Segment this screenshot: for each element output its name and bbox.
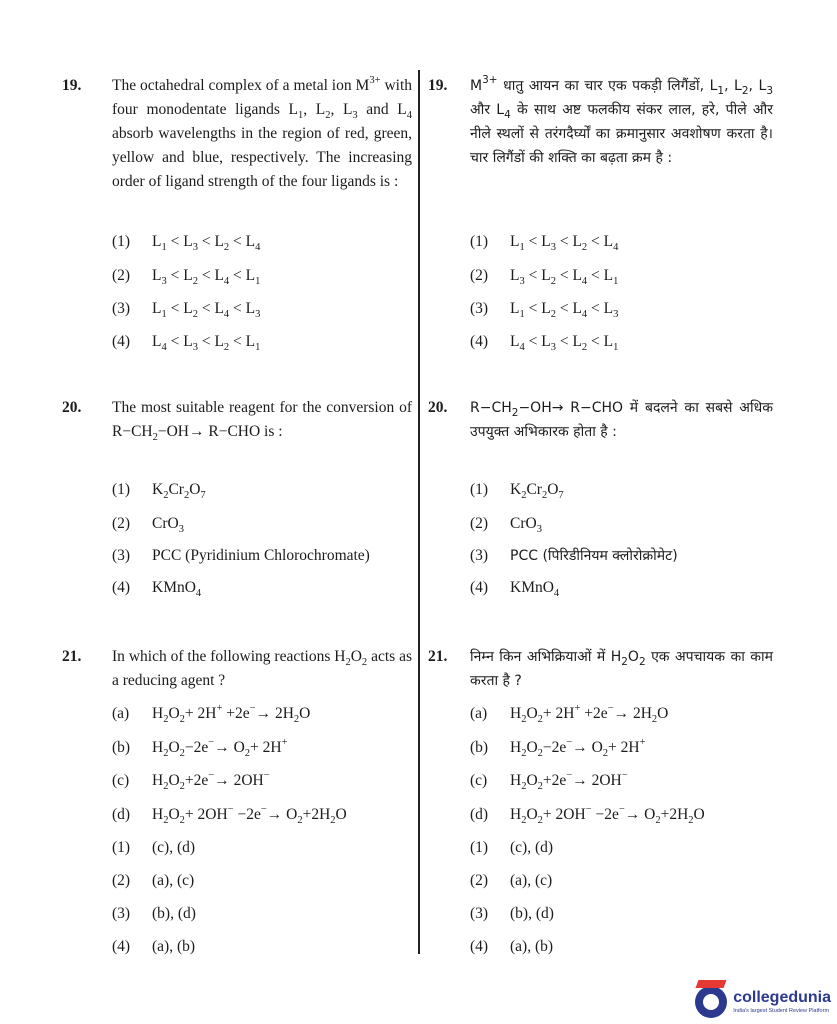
option-text: (a), (c) bbox=[152, 872, 195, 889]
question-number: 19. bbox=[62, 77, 82, 94]
question-number: 21. bbox=[62, 648, 82, 665]
option-3: (3) PCC (Pyridinium Chlorochromate) bbox=[112, 547, 370, 564]
option-text: (c), (d) bbox=[510, 839, 554, 856]
option-label: (1) bbox=[112, 233, 131, 250]
q21-english-option-3 bbox=[112, 902, 196, 926]
collegedunia-logo bbox=[695, 986, 831, 1018]
option-label: (2) bbox=[470, 872, 489, 889]
q21-hindi-option-3 bbox=[470, 902, 554, 926]
q21-english-reaction-b: (b) $H_2O_2-2e^-\to O_2+ 2H^+$ bbox=[112, 737, 288, 759]
brand-tagline: India's largest Student Review Platform bbox=[733, 1008, 830, 1014]
option-label: (3) bbox=[112, 300, 131, 317]
q21-english-option-1 bbox=[112, 836, 195, 860]
reaction-label: (a) bbox=[112, 705, 130, 722]
option-label: (1) bbox=[470, 839, 489, 856]
question-stem: $R-CH_2-OH\to R-CHO$ में बदलने का सबसे अधिक उपयुक्त अभिकारक होता है : bbox=[470, 400, 773, 440]
option-label: (2) bbox=[112, 267, 131, 284]
option-label: (1) bbox=[112, 839, 131, 856]
question-stem: The most suitable reagent for the conversion of $R-CH_2-OH\to R-CHO$ is : bbox=[112, 399, 412, 443]
option-label: (4) bbox=[112, 938, 131, 955]
option-text: (a), (c) bbox=[510, 872, 553, 889]
q21-hindi-option-4 bbox=[470, 935, 553, 959]
q21-english-reaction-d: (d) $H_2O_2+ 2OH^- -2e^-\to O_2+2H_2O$ bbox=[112, 804, 347, 826]
q21-english-option-2 bbox=[112, 869, 194, 893]
option-3: (3) PCC (पिरिडीनियम क्लोरोक्रोमेट) bbox=[470, 547, 678, 564]
option-1: (1) $K_2Cr_2O_7$ bbox=[112, 481, 206, 501]
option-4: (4) KMnO$_4$ bbox=[112, 579, 202, 599]
option-2: (2) CrO$_3$ bbox=[112, 515, 184, 535]
graduation-cap-icon bbox=[695, 986, 727, 1018]
q21-hindi-option-1 bbox=[470, 836, 553, 860]
question-20-hindi bbox=[428, 396, 773, 599]
option-text: (a), (b) bbox=[510, 938, 554, 955]
q21-hindi-option-2 bbox=[470, 869, 552, 893]
question-number: 20. bbox=[428, 399, 448, 416]
q21-english-option-4 bbox=[112, 935, 195, 959]
question-19-english bbox=[62, 74, 412, 194]
option-2: (2) CrO$_3$ bbox=[470, 515, 542, 535]
q21-hindi-reaction-b: (b) $H_2O_2-2e^-\to O_2+ 2H^+$ bbox=[470, 737, 646, 759]
question-number: 19. bbox=[428, 77, 448, 94]
q19-english-option-3: (3) $L_1 < L_2 < L_4 < L_3$ bbox=[112, 297, 260, 321]
reaction-label: (d) bbox=[470, 806, 489, 823]
option-label: (3) bbox=[470, 300, 489, 317]
q19-hindi-option-3: (3) $L_1 < L_2 < L_4 < L_3$ bbox=[470, 297, 618, 321]
q19-english-option-4: (4) $L_4 < L_3 < L_2 < L_1$ bbox=[112, 330, 260, 354]
question-19-hindi bbox=[428, 74, 773, 170]
question-stem: $M^{3+}$ धातु आयन का चार एक पकड़ी लिगैंडों, $L_1$, $L_2$, $L_3$ और $L_4$ के साथ अष्ट फलकीय संकर लाल, हरे, पीले और नीले स्थलों से तरंगदैर्घ्यों का क्रमानुसार अवशोषण करता है। चार लिगैंडों की शक्ति का बढ़ता क्रम है : bbox=[470, 74, 773, 166]
q21-hindi-reaction-c: (c) $H_2O_2+2e^-\to 2OH^-$ bbox=[470, 770, 628, 792]
question-number: 21. bbox=[428, 648, 448, 665]
reaction-label: (c) bbox=[112, 772, 130, 789]
option-label: (4) bbox=[470, 333, 489, 350]
q19-hindi-option-4: (4) $L_4 < L_3 < L_2 < L_1$ bbox=[470, 330, 618, 354]
reaction-label: (d) bbox=[112, 806, 131, 823]
question-stem: निम्न किन अभिक्रियाओं में $H_2O_2$ एक अपचायक का काम करता है ? bbox=[470, 649, 773, 689]
q19-hindi-option-1: (1) $L_1 < L_3 < L_2 < L_4$ bbox=[470, 230, 618, 254]
q21-hindi-reaction-a: (a) $H_2O_2+ 2H^+ +2e^-\to 2H_2O$ bbox=[470, 703, 669, 725]
option-label: (3) bbox=[470, 905, 489, 922]
option-label: (4) bbox=[470, 938, 489, 955]
q19-hindi-option-2: (2) $L_3 < L_2 < L_4 < L_1$ bbox=[470, 264, 618, 288]
option-1: (1) $K_2Cr_2O_7$ bbox=[470, 481, 564, 501]
question-stem: In which of the following reactions $H_2O_2$ acts as a reducing agent ? bbox=[112, 648, 412, 689]
q21-english-reaction-c: (c) $H_2O_2+2e^-\to 2OH^-$ bbox=[112, 770, 270, 792]
option-label: (2) bbox=[112, 872, 131, 889]
option-text: (c), (d) bbox=[152, 839, 196, 856]
q21-hindi-reaction-d: (d) $H_2O_2+ 2OH^- -2e^-\to O_2+2H_2O$ bbox=[470, 804, 705, 826]
question-21-hindi bbox=[428, 645, 773, 693]
question-number: 20. bbox=[62, 399, 82, 416]
reaction-label: (c) bbox=[470, 772, 488, 789]
reaction-label: (b) bbox=[112, 739, 131, 756]
option-text: (b), (d) bbox=[510, 905, 554, 922]
brand-name: collegedunia bbox=[733, 989, 831, 1006]
q19-english-option-1: (1) $L_1 < L_3 < L_2 < L_4$ bbox=[112, 230, 260, 254]
option-text: (a), (b) bbox=[152, 938, 196, 955]
option-label: (2) bbox=[470, 267, 489, 284]
question-21-english bbox=[62, 645, 412, 693]
question-20-english bbox=[62, 396, 412, 599]
question-stem: The octahedral complex of a metal ion $M^{3+}$ with four monodentate ligands $L_1$, $L_2$, $L_3$ and $L_4$ absorb wavelengths in the region of red, green, yellow and blue, respectively. The increasing order of ligand strength of the four ligands is : bbox=[112, 75, 413, 190]
option-label: (4) bbox=[112, 333, 131, 350]
q21-english-reaction-a: (a) $H_2O_2+ 2H^+ +2e^-\to 2H_2O$ bbox=[112, 703, 311, 725]
option-label: (1) bbox=[470, 233, 489, 250]
option-label: (3) bbox=[112, 905, 131, 922]
reaction-label: (b) bbox=[470, 739, 489, 756]
reaction-label: (a) bbox=[470, 705, 488, 722]
option-text: (b), (d) bbox=[152, 905, 196, 922]
option-4: (4) KMnO$_4$ bbox=[470, 579, 560, 599]
q19-english-option-2: (2) $L_3 < L_2 < L_4 < L_1$ bbox=[112, 264, 260, 288]
column-divider bbox=[418, 70, 420, 954]
